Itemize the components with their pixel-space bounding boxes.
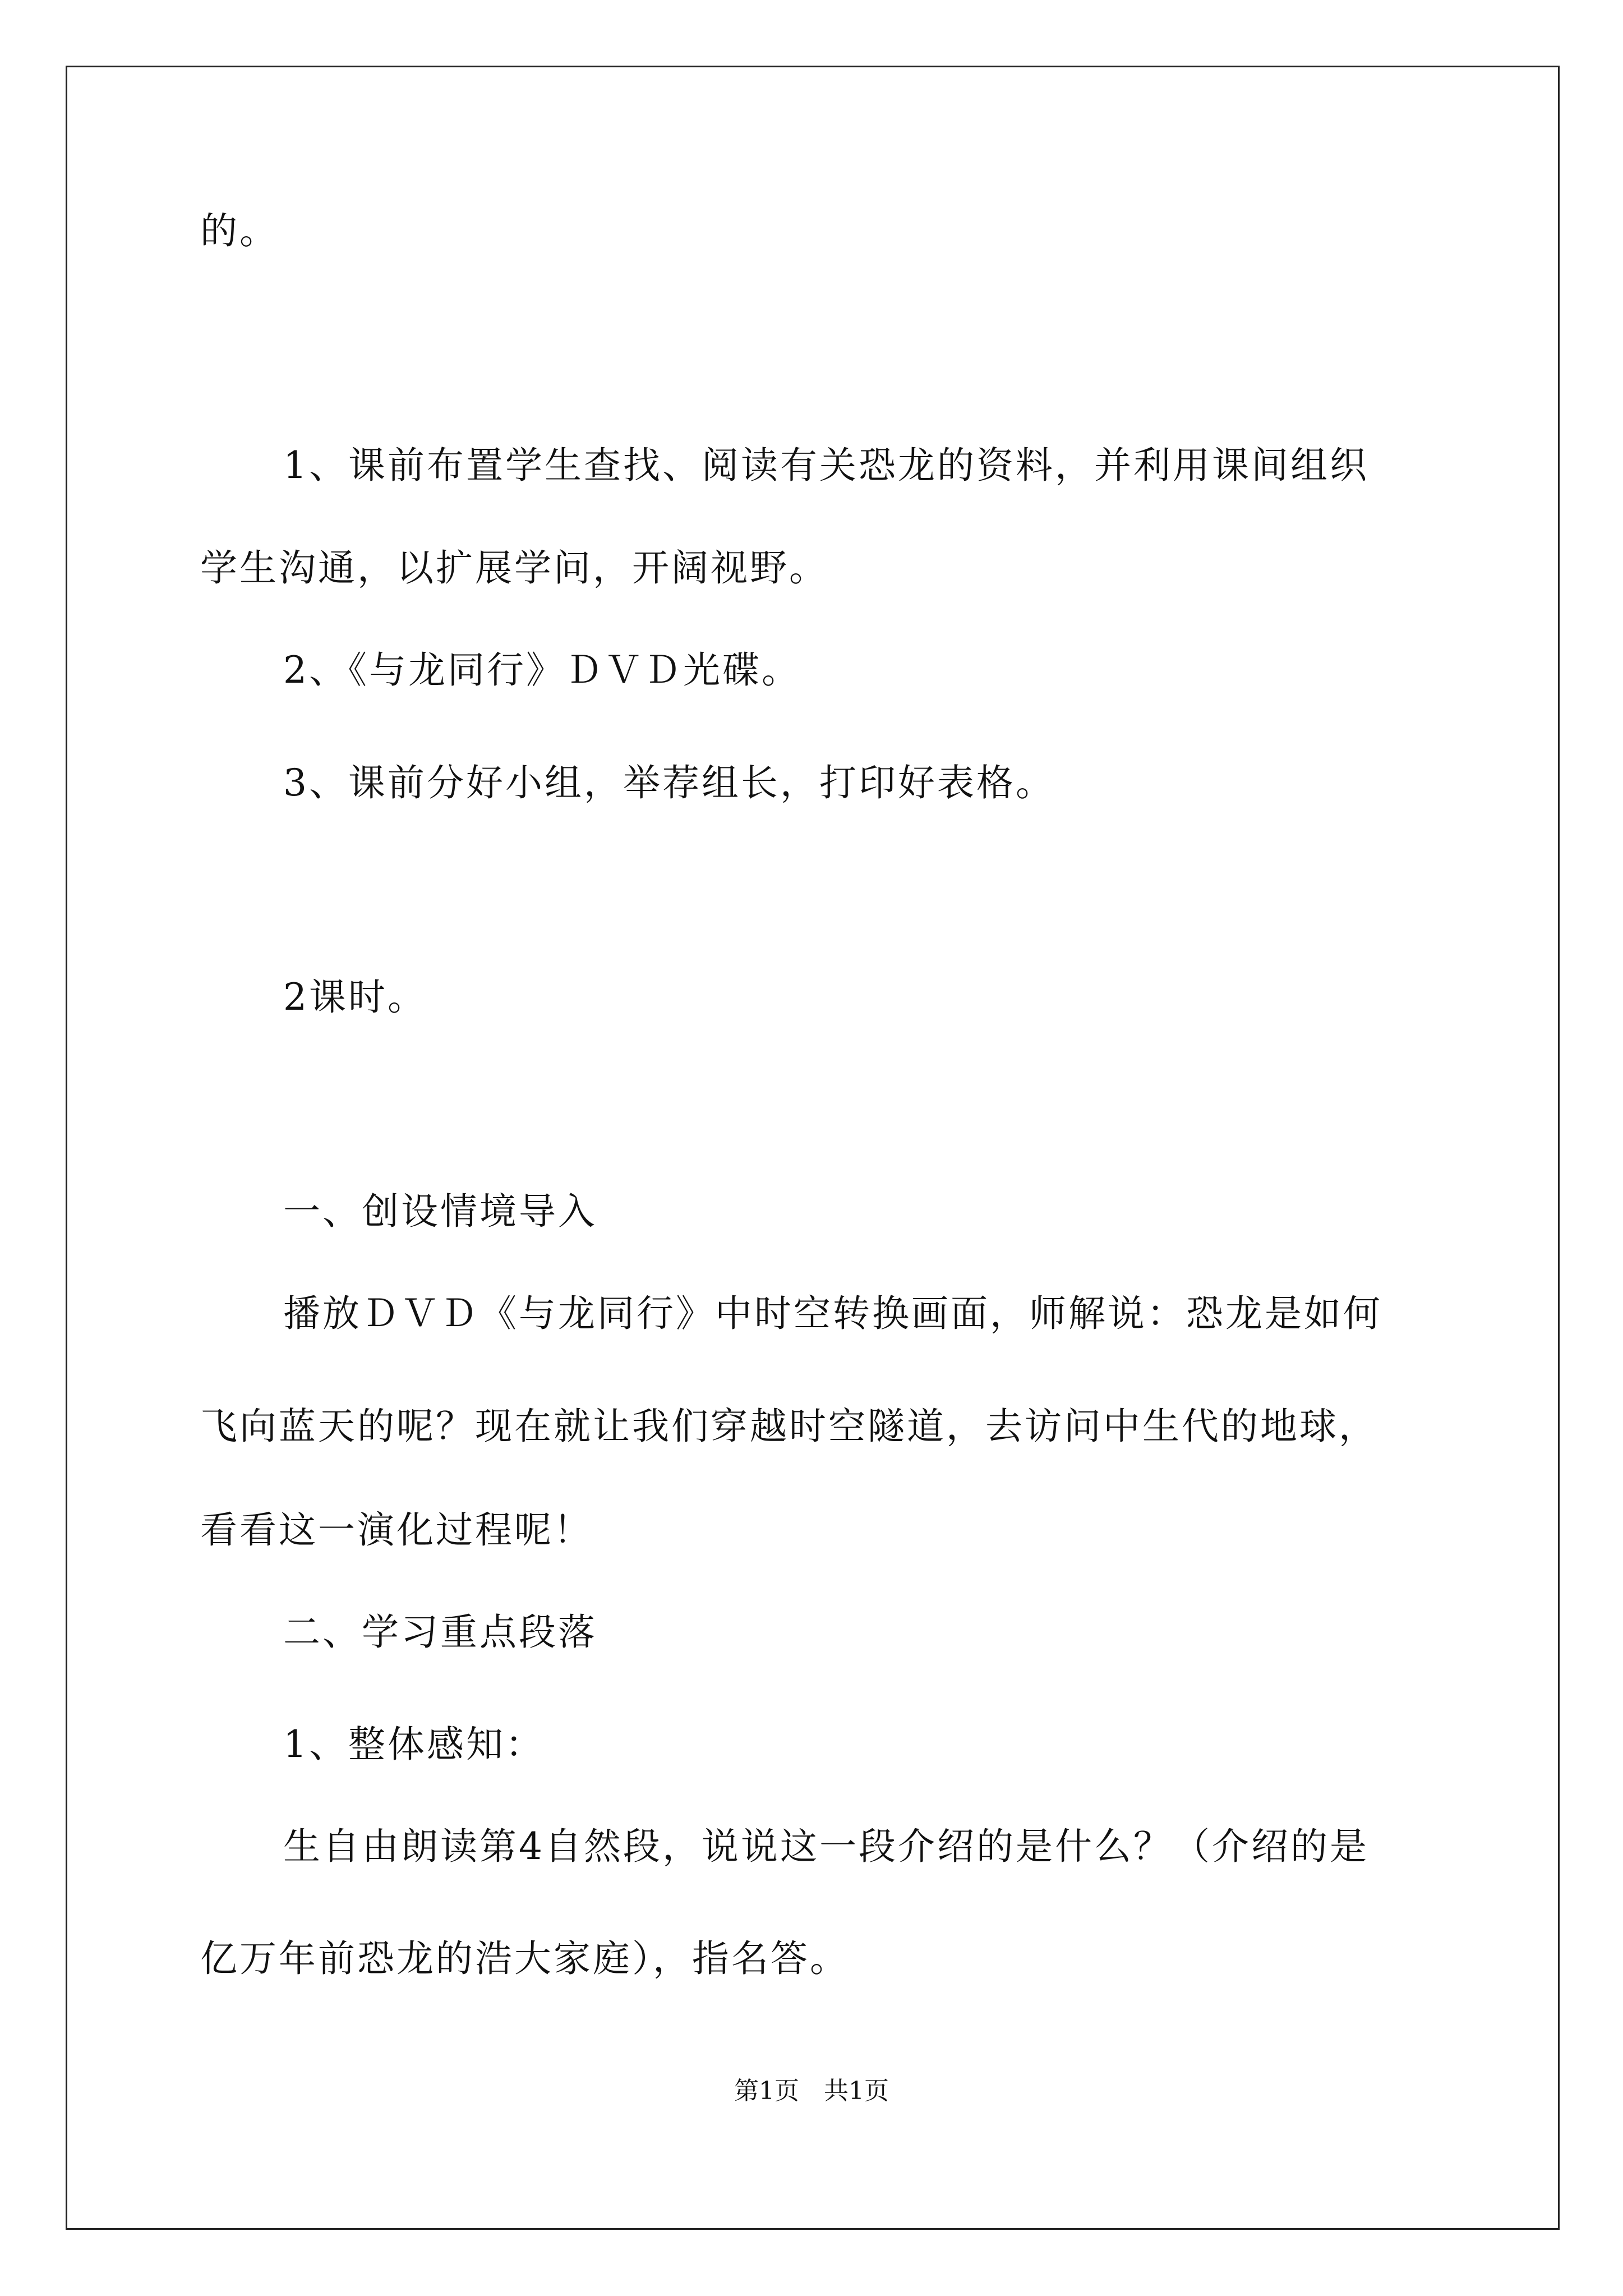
paragraph-line: 看看这一演化过程呢！ [200,1508,593,1552]
page-border [66,66,1560,2230]
paragraph-line: 生自由朗读第4自然段，说说这一段介绍的是什么？（介绍的是 [283,1825,1369,1868]
paragraph-line: 1、整体感知： [283,1723,545,1766]
paragraph-line: 3、课前分好小组，举荐组长，打印好表格。 [283,761,1055,804]
paragraph-line: 2课时。 [283,976,427,1019]
section-heading: 二、学习重点段落 [283,1611,597,1654]
paragraph-line: 亿万年前恐龙的浩大家庭），指名答。 [200,1937,849,1980]
paragraph-line: 学生沟通，以扩展学问，开阔视野。 [200,546,828,590]
page-footer: 第1页 共1页 [734,2077,889,2105]
paragraph-line: 播放ＤＶＤ《与龙同行》中时空转换画面，师解说：恐龙是如何 [283,1292,1382,1335]
section-heading: 一、创设情境导入 [283,1190,597,1233]
paragraph-line: 飞向蓝天的呢？现在就让我们穿越时空隧道，去访问中生代的地球， [200,1405,1378,1448]
paragraph-line: 1、课前布置学生查找、阅读有关恐龙的资料，并利用课间组织 [283,444,1369,487]
paragraph-line: 的。 [200,209,279,252]
paragraph-line: 2、《与龙同行》ＤＶＤ光碟。 [283,648,801,692]
